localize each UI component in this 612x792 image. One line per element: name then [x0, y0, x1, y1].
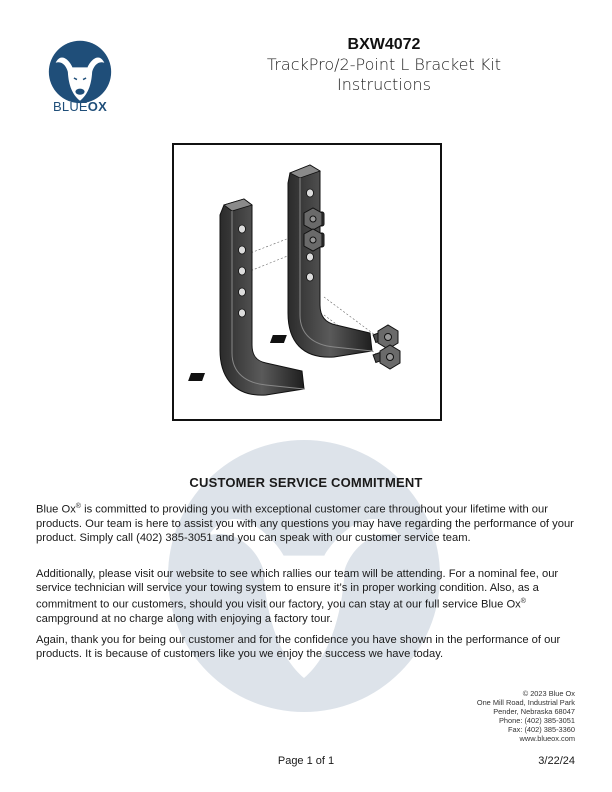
document-date: 3/22/24 [538, 755, 575, 767]
commitment-paragraph-2 [36, 567, 576, 627]
part-number: BXW4072 [347, 36, 421, 53]
commitment-paragraph-3 [36, 633, 576, 661]
registered-mark: ® [520, 598, 526, 606]
document-subtitle: Instructions [337, 75, 431, 94]
paragraph-text: campground at no charge along with enjoying a factory tour. [36, 613, 333, 626]
paragraph-text: is committed to providing you with exceptional customer care throughout your lifetime with our products. Our team is here to assist you with any questions you may have regarding the performance of your product. Simply call (402) 385-3051 and you can speak with our customer service team. [36, 503, 574, 545]
paragraph-text: Again, thank you for being our customer and for the confidence you have shown in the performance of our products. It is because of customers like you we enjoy the success we have today. [36, 634, 561, 661]
document-header [236, 35, 532, 95]
copyright: © 2023 Blue Ox [522, 689, 575, 698]
address-line-2: Pender, Nebraska 68047 [493, 707, 575, 716]
l-bracket-kit-illustration-icon [174, 145, 440, 419]
paragraph-text: Additionally, please visit our website to see which rallies our team will be attending. For a nominal fee, our service technician will service your towing system to ensure it’s in proper working condition. Also, as a commitment to our customers, should you visit our factory, you can stay at our full service Blue Ox [36, 568, 559, 612]
brand-name-light: BLUE [53, 99, 88, 114]
section-title: CUSTOMER SERVICE COMMITMENT [189, 475, 423, 490]
registered-mark: ® [75, 503, 81, 510]
phone: Phone: (402) 385-3051 [498, 716, 575, 725]
brand-name-bold: OX [87, 99, 107, 114]
brand-name [42, 99, 118, 114]
fax: Fax: (402) 385-3360 [508, 725, 575, 734]
commitment-paragraph-1 [36, 500, 576, 545]
product-figure [172, 143, 442, 421]
page-number: Page 1 of 1 [277, 755, 335, 767]
company-address-block [477, 689, 575, 743]
paragraph-text: Blue Ox [36, 503, 76, 516]
document-title: TrackPro/2-Point L Bracket Kit [266, 55, 502, 74]
address-line-1: One Mill Road, Industrial Park [476, 698, 575, 707]
website-link[interactable]: www.blueox.com [519, 734, 575, 743]
